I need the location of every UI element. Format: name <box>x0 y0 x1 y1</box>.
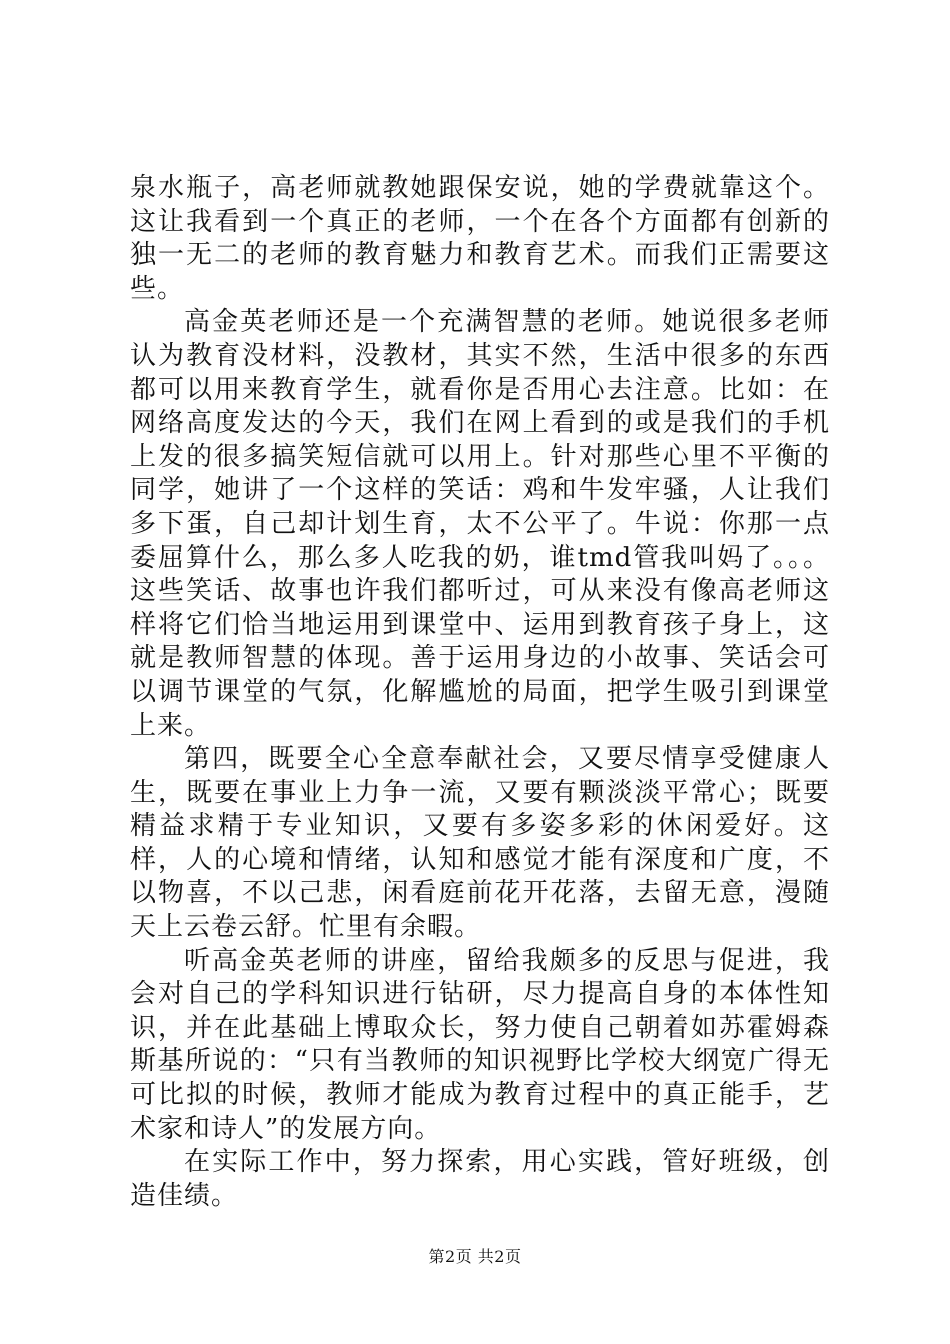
paragraph: 听高金英老师的讲座，留给我颇多的反思与促进，我会对自己的学科知识进行钻研，尽力提高自身的本体性知识，并在此基础上博取众长，努力使自己朝着如苏霍姆森斯基所说的：“只有当教师的知识视野比学校大纲宽广得无可比拟的时候，教师才能成为教育过程中的真正能手，艺术家和诗人”的发展方向。 <box>130 945 830 1144</box>
paragraph: 在实际工作中，努力探索，用心实践，管好班级，创造佳绩。 <box>130 1147 830 1211</box>
paragraph-continuation: 泉水瓶子，高老师就教她跟保安说，她的学费就靠这个。这让我看到一个真正的老师，一个在各个方面都有创新的独一无二的老师的教育魅力和教育艺术。而我们正需要这些。 <box>130 173 830 304</box>
paragraph: 高金英老师还是一个充满智慧的老师。她说很多老师认为教育没材料，没教材，其实不然，生活中很多的东西都可以用来教育学生，就看你是否用心去注意。比如：在网络高度发达的今天，我们在网上看到的或是我们的手机上发的很多搞笑短信就可以用上。针对那些心里不平衡的同学，她讲了一个这样的笑话：鸡和牛发牢骚，人让我们多下蛋，自己却计划生育，太不公平了。牛说：你那一点委屈算什么，那么多人吃我的奶，谁tmd管我叫妈了。。。这些笑话、故事也许我们都听过，可从来没有像高老师这样将它们恰当地运用到课堂中、运用到教育孩子身上，这就是教师智慧的体现。善于运用身边的小故事、笑话会可以调节课堂的气氛，化解尴尬的局面，把学生吸引到课堂上来。 <box>130 307 830 741</box>
page-number-footer: 第2页 共2页 <box>428 1247 522 1266</box>
paragraph: 第四，既要全心全意奉献社会，又要尽情享受健康人生，既要在事业上力争一流，又要有颗淡淡平常心；既要精益求精于专业知识，又要有多姿多彩的休闲爱好。这样，人的心境和情绪，认知和感觉才能有深度和广度，不以物喜，不以己悲，闲看庭前花开花落，去留无意，漫随天上云卷云舒。忙里有余暇。 <box>130 744 830 943</box>
document-body <box>130 172 830 1213</box>
